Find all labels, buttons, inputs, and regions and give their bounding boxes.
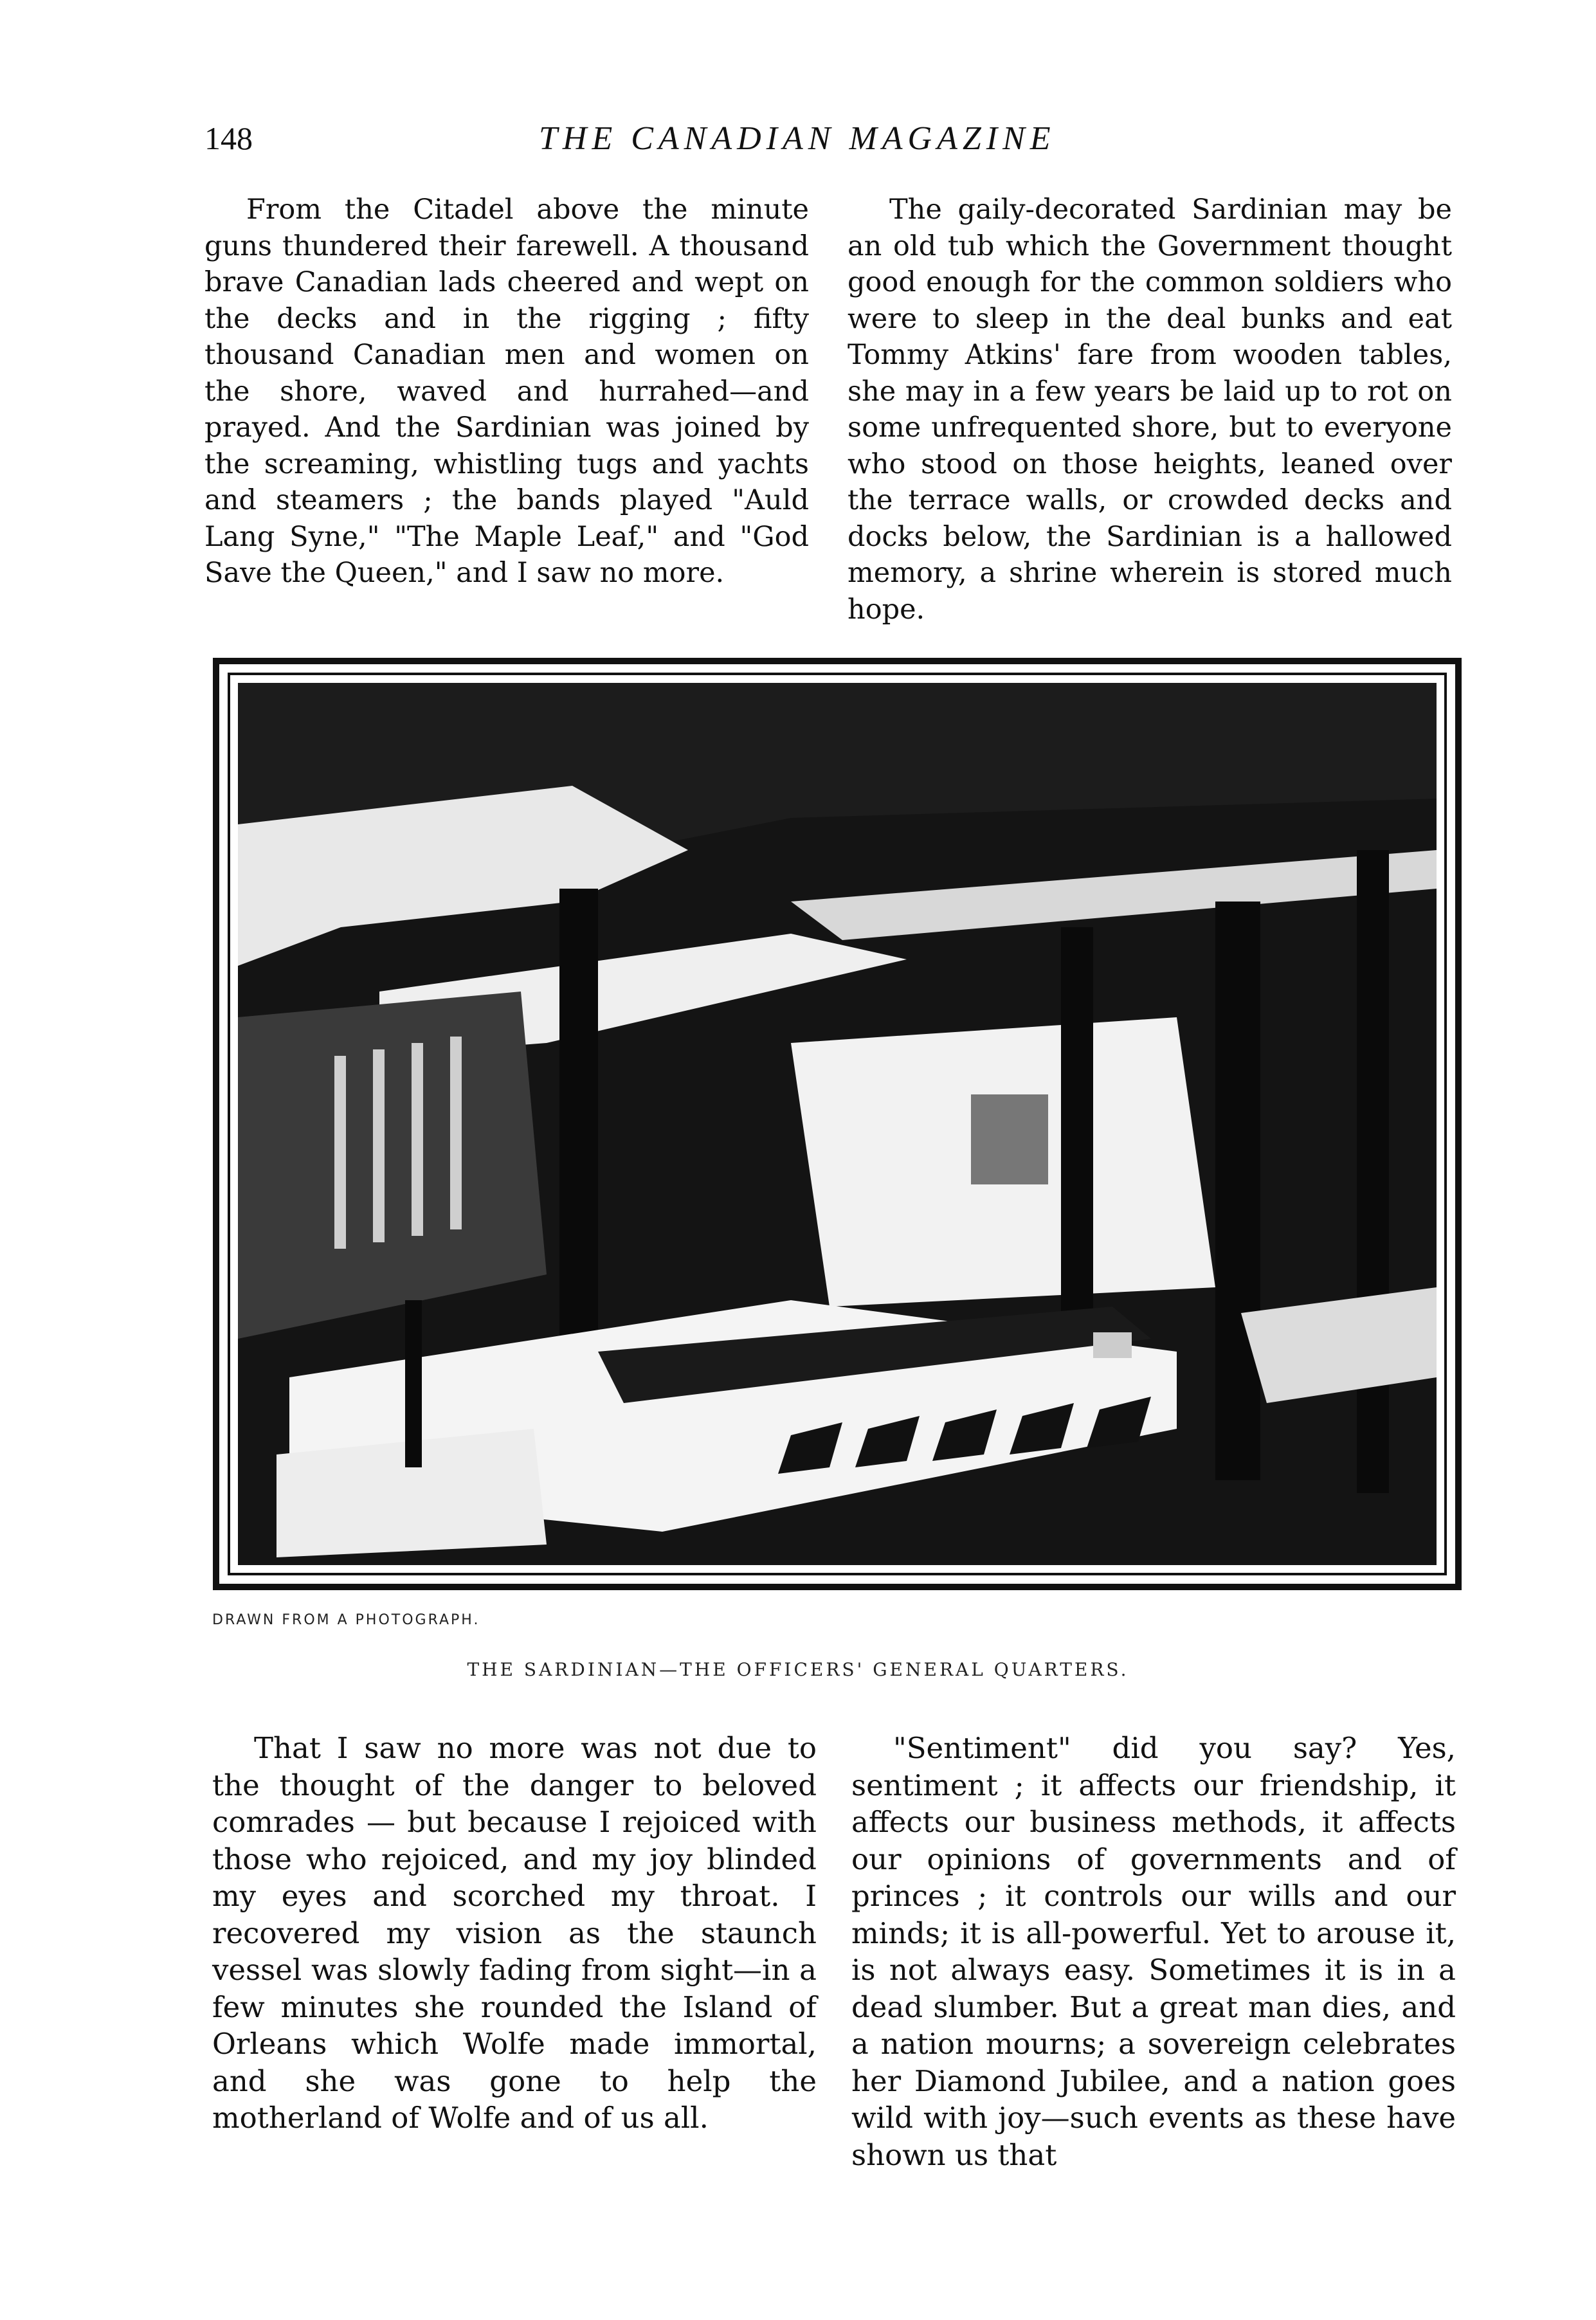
paragraph: "Sentiment" did you say? Yes, sentiment ; it affects our friendship, it affects our business methods, it affects our opinions of governments and of princes ; it controls our wills and our minds; it is all-powerful. Yet to arouse it, is not always easy. Sometimes it is in a dead slumber. But a great man dies, and a nation mourns; a sovereign celebrates her Diamond Jubilee, and a nation goes wild with joy—such events as these have shown us that: [851, 1731, 1456, 2172]
top-right-column: [848, 192, 1452, 628]
running-title: THE CANADIAN MAGAZINE: [539, 120, 1056, 157]
paragraph: That I saw no more was not due to the thought of the danger to beloved comrades — but because I rejoiced with those who rejoiced, and my joy blinded my eyes and scorched my throat. I recovered my vision as the staunch vessel was slowly fading from sight—in a few minutes she rounded the Island of Orleans which Wolfe made immortal, and she was gone to help the motherland of Wolfe and of us all.: [212, 1731, 817, 2135]
bottom-left-column: [212, 1730, 817, 2137]
page-number: 148: [204, 120, 253, 156]
paragraph: The gaily-decorated Sardinian may be an old tub which the Government thought good enough for the common soldiers who were to sleep in the deal bunks and eat Tommy Atkins' fare from wooden tables, she may in a few years be laid up to rot on some unfrequented shore, but to everyone who stood on those heights, leaned over the terrace walls, or crowded decks and docks below, the Sardinian is a hallowed memory, a shrine wherein is stored much hope.: [848, 194, 1452, 626]
ship-quarters-illustration: [212, 657, 1462, 1591]
illustration-caption: THE SARDINIAN—THE OFFICERS' GENERAL QUARTERS.: [467, 1659, 1129, 1680]
paragraph: From the Citadel above the minute guns thundered their farewell. A thousand brave Canadian lads cheered and wept on the decks and in the rigging ; fifty thousand Canadian men and women on the shore, waved and hurrahed—and prayed. And the Sardinian was joined by the screaming, whistling tugs and yachts and steamers ; the bands played "Auld Lang Syne," "The Maple Leaf," and "God Save the Queen," and I saw no more.: [204, 194, 809, 589]
bottom-right-column: [851, 1730, 1456, 2173]
page-header: [204, 120, 1456, 165]
illustration-credit: DRAWN FROM A PHOTOGRAPH.: [212, 1612, 480, 1628]
top-left-column: [204, 192, 809, 592]
